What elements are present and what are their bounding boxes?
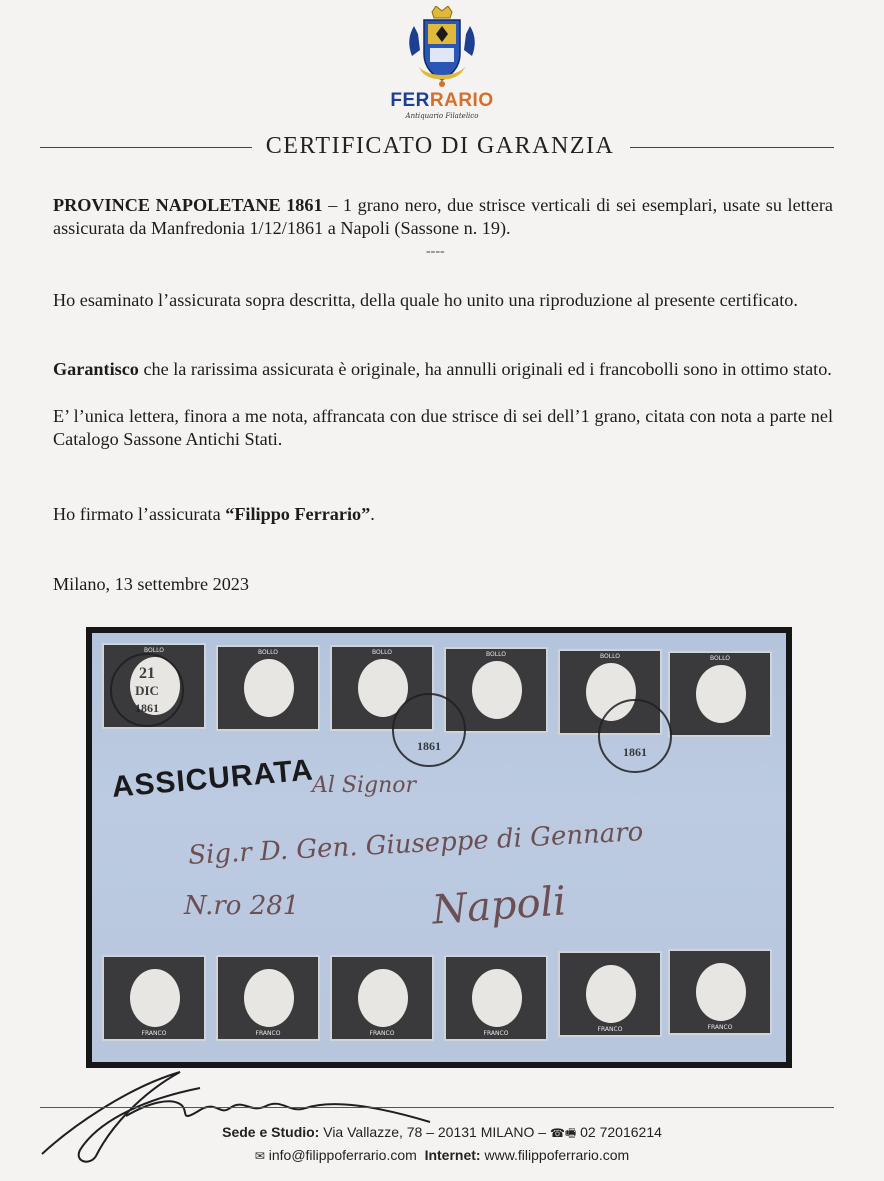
description-paragraph: PROVINCE NAPOLETANE 1861 – 1 grano nero, due strisce verticali di sei esemplari, usate su lettera assicurata da Manfredonia 1/12/1861 a Napoli (Sassone n. 19). bbox=[53, 195, 833, 238]
separator: ---- bbox=[426, 244, 445, 259]
stamp: BOLLO bbox=[444, 647, 548, 733]
guarantee-paragraph: Garantisco che la rarissima assicurata è originale, ha annulli originali ed i francobolli sono in ottimo stato. bbox=[53, 359, 832, 379]
cover-photo bbox=[86, 627, 792, 1068]
footer-address: Sede e Studio: Via Vallazze, 78 – 20131 MILANO – ☎🖷 02 72016214 bbox=[222, 1124, 662, 1140]
assicurata-handstamp: ASSICURATA bbox=[110, 753, 315, 804]
address-line: Al Signor bbox=[312, 773, 417, 798]
postmark: 21 DIC 1861 bbox=[110, 653, 184, 727]
stamp: FRANCO bbox=[216, 955, 320, 1041]
title-row bbox=[40, 133, 834, 163]
examination-paragraph: Ho esaminato l’assicurata sopra descritta, della quale ho unito una riproduzione al presente certificato. bbox=[53, 290, 798, 310]
cover-letter bbox=[92, 633, 786, 1062]
brand-tagline: Antiquario Filatelico bbox=[405, 112, 479, 120]
stamp: FRANCO bbox=[668, 949, 772, 1035]
email-icon: ✉ bbox=[254, 1149, 265, 1163]
brand-name: FERRARIO bbox=[390, 90, 494, 111]
stamp: BOLLO bbox=[102, 643, 206, 729]
phone-fax-icon: ☎🖷 bbox=[549, 1126, 577, 1140]
footer-contacts: ✉ info@filippoferrario.com Internet: www.filippoferrario.com bbox=[254, 1147, 630, 1163]
stamp: BOLLO bbox=[558, 649, 662, 735]
address-line: Sig.r D. Gen. Giuseppe di Gennaro bbox=[187, 817, 645, 871]
footer-email[interactable]: info@filippoferrario.com bbox=[264, 1147, 417, 1163]
stamp: BOLLO bbox=[216, 645, 320, 731]
stamp: FRANCO bbox=[558, 951, 662, 1037]
stamp: BOLLO bbox=[668, 651, 772, 737]
title-rule-left bbox=[40, 147, 252, 148]
signature-paragraph: Ho firmato l’assicurata “Filippo Ferrario”. bbox=[53, 504, 375, 524]
place-date: Milano, 13 settembre 2023 bbox=[53, 574, 249, 594]
stamp: FRANCO bbox=[330, 955, 434, 1041]
ferrario-logo bbox=[382, 6, 502, 124]
title-rule-right bbox=[630, 147, 834, 148]
footer-website[interactable]: www.filippoferrario.com bbox=[480, 1147, 630, 1163]
address-line: N.ro 281 bbox=[184, 891, 300, 921]
coat-of-arms-icon bbox=[404, 6, 480, 88]
postmark: 1861 bbox=[392, 693, 466, 767]
certificate-title: CERTIFICATO DI GARANZIA bbox=[265, 133, 615, 159]
address-line: Napoli bbox=[430, 878, 568, 934]
footer-rule bbox=[40, 1107, 834, 1108]
stamp: FRANCO bbox=[102, 955, 206, 1041]
stamp: BOLLO bbox=[330, 645, 434, 731]
postmark: 1861 bbox=[598, 699, 672, 773]
uniqueness-paragraph: E’ l’unica lettera, finora a me nota, affrancata con due strisce di sei dell’1 grano, citata con nota a parte nel Catalogo Sassone Antichi Stati. bbox=[53, 406, 833, 449]
stamp: FRANCO bbox=[444, 955, 548, 1041]
